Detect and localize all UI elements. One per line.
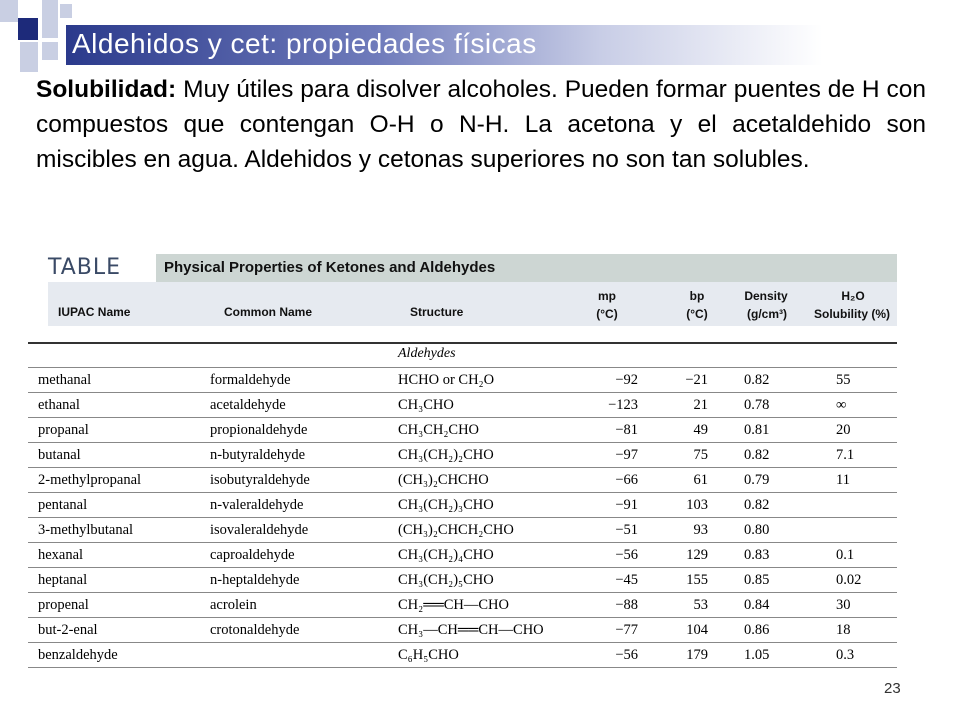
iupac-cell: propanal xyxy=(38,422,89,438)
density-cell: 0.81 xyxy=(744,422,770,438)
paragraph-body: Muy útiles para disolver alcoholes. Pueden formar puentes de H con compuestos que contengan O-H o N-H. La acetona y el acetaldehido son miscibles en agua. Aldehidos y cetonas superiores no son tan solubles. xyxy=(36,76,926,173)
density-cell: 1.05 xyxy=(744,647,770,663)
col-solubility: H₂O xyxy=(841,289,865,303)
decor-square xyxy=(42,42,58,60)
common-name-cell: n-valeraldehyde xyxy=(210,497,304,513)
mp-cell: −77 xyxy=(615,622,638,638)
iupac-cell: propenal xyxy=(38,597,89,613)
mp-cell: −66 xyxy=(615,472,638,488)
density-cell: 0.80 xyxy=(744,522,770,538)
structure-cell: CH₂══CH—CHO xyxy=(398,597,510,613)
common-name-cell: isovaleraldehyde xyxy=(210,522,309,538)
col-iupac: IUPAC Name xyxy=(58,305,131,319)
table-row xyxy=(28,593,897,618)
col-common: Common Name xyxy=(224,305,313,319)
density-cell: 0.85 xyxy=(744,572,770,588)
col-bp: bp xyxy=(689,289,705,303)
table-rule-top xyxy=(28,342,897,344)
mp-cell: −91 xyxy=(615,497,638,513)
bp-cell: −21 xyxy=(685,372,708,388)
common-name-cell: crotonaldehyde xyxy=(210,622,300,638)
slide-title: Aldehidos y cet: propiedades físicas xyxy=(72,28,537,59)
density-cell: 0.83 xyxy=(744,547,770,563)
structure-cell: (CH₃)₂CHCHO xyxy=(398,472,489,488)
density-cell: 0.82 xyxy=(744,447,770,463)
table-row xyxy=(28,393,897,418)
solubility-cell: 0.1 xyxy=(836,547,855,563)
solubility-cell: 20 xyxy=(836,422,851,438)
structure-cell: HCHO or CH₂O xyxy=(398,372,495,388)
structure-cell: CH₃(CH₂)₂CHO xyxy=(398,447,494,463)
mp-cell: −45 xyxy=(615,572,638,588)
bp-cell: 49 xyxy=(693,422,708,438)
table-row xyxy=(28,618,897,643)
decor-square xyxy=(60,4,72,18)
mp-cell: −56 xyxy=(615,647,638,663)
mp-cell: −51 xyxy=(615,522,638,538)
structure-cell: CH₃CH₂CHO xyxy=(398,422,480,438)
col-density: Density xyxy=(744,289,788,303)
solubility-cell: 30 xyxy=(836,597,851,613)
common-name-cell: n-heptaldehyde xyxy=(210,572,300,588)
common-name-cell: isobutyraldehyde xyxy=(210,472,310,488)
solubility-cell: 0.3 xyxy=(836,647,855,663)
iupac-cell: ethanal xyxy=(38,397,80,413)
mp-cell: −123 xyxy=(608,397,638,413)
solubility-cell: 55 xyxy=(836,372,851,388)
column-header-row xyxy=(48,282,897,326)
structure-cell: CH₃(CH₂)₅CHO xyxy=(398,572,494,588)
bp-cell: 93 xyxy=(693,522,708,538)
bp-cell: 21 xyxy=(693,397,708,413)
density-cell: 0.78 xyxy=(744,397,770,413)
bp-cell: 155 xyxy=(686,572,708,588)
structure-cell: CH₃CHO xyxy=(398,397,454,413)
common-name-cell: acetaldehyde xyxy=(210,397,286,413)
col-structure: Structure xyxy=(410,305,464,319)
common-name-cell: formaldehyde xyxy=(210,372,291,388)
solubility-paragraph xyxy=(36,72,926,177)
col-solubility-unit: Solubility (%) xyxy=(814,307,890,321)
structure-cell: CH₃(CH₂)₄CHO xyxy=(398,547,494,563)
structure-cell: (CH₃)₂CHCH₂CHO xyxy=(398,522,514,538)
solubility-cell: 7.1 xyxy=(836,447,855,463)
table-row xyxy=(28,568,897,593)
density-cell: 0.86 xyxy=(744,622,770,638)
col-mp-unit: (°C) xyxy=(596,307,618,321)
iupac-cell: pentanal xyxy=(38,497,88,513)
bp-cell: 129 xyxy=(686,547,708,563)
mp-cell: −88 xyxy=(615,597,638,613)
common-name-cell: caproaldehyde xyxy=(210,547,295,563)
bp-cell: 61 xyxy=(693,472,708,488)
section-label: Aldehydes xyxy=(398,346,456,361)
structure-cell: CH₃(CH₂)₃CHO xyxy=(398,497,494,513)
decor-square xyxy=(18,18,38,40)
bp-cell: 75 xyxy=(693,447,708,463)
structure-cell: CH₃—CH══CH—CHO xyxy=(398,622,544,638)
bp-cell: 103 xyxy=(686,497,708,513)
decor-square xyxy=(0,0,18,22)
table-row xyxy=(28,518,897,543)
iupac-cell: heptanal xyxy=(38,572,88,588)
iupac-cell: hexanal xyxy=(38,547,84,563)
iupac-cell: butanal xyxy=(38,447,81,463)
table-label: TABLE xyxy=(48,255,122,280)
mp-cell: −81 xyxy=(615,422,638,438)
common-name-cell: propionaldehyde xyxy=(210,422,308,438)
density-cell: 0.79 xyxy=(744,472,770,488)
col-bp-unit: (°C) xyxy=(686,307,708,321)
density-cell: 0.84 xyxy=(744,597,770,613)
iupac-cell: 2-methylpropanal xyxy=(38,472,142,488)
solubility-cell: 11 xyxy=(836,472,850,488)
table-caption: Physical Properties of Ketones and Aldehydes xyxy=(156,254,897,282)
decor-square xyxy=(42,0,58,38)
solubility-cell: 18 xyxy=(836,622,851,638)
page-number: 23 xyxy=(884,680,901,697)
iupac-cell: benzaldehyde xyxy=(38,647,118,663)
solubility-cell: ∞ xyxy=(836,397,847,413)
table-rule xyxy=(28,667,897,668)
table-header xyxy=(48,254,897,282)
table-row xyxy=(28,468,897,493)
mp-cell: −92 xyxy=(615,372,638,388)
paragraph-lead: Solubilidad: xyxy=(36,76,177,103)
table-row xyxy=(28,493,897,518)
table-row xyxy=(28,543,897,568)
table-row xyxy=(28,443,897,468)
iupac-cell: 3-methylbutanal xyxy=(38,522,134,538)
density-cell: 0.82 xyxy=(744,497,770,513)
bp-cell: 104 xyxy=(686,622,708,638)
table-row xyxy=(28,368,897,393)
table-row xyxy=(28,418,897,443)
solubility-cell: 0.02 xyxy=(836,572,862,588)
density-cell: 0.82 xyxy=(744,372,770,388)
common-name-cell: acrolein xyxy=(210,597,257,613)
mp-cell: −56 xyxy=(615,547,638,563)
common-name-cell: n-butyraldehyde xyxy=(210,447,306,463)
decor-square xyxy=(20,42,38,72)
bp-cell: 53 xyxy=(693,597,708,613)
bp-cell: 179 xyxy=(686,647,708,663)
iupac-cell: methanal xyxy=(38,372,92,388)
iupac-cell: but-2-enal xyxy=(38,622,98,638)
mp-cell: −97 xyxy=(615,447,638,463)
structure-cell: C₆H₅CHO xyxy=(398,647,459,663)
col-mp: mp xyxy=(598,289,616,303)
col-density-unit: (g/cm³) xyxy=(747,307,787,321)
table-row xyxy=(28,643,897,668)
